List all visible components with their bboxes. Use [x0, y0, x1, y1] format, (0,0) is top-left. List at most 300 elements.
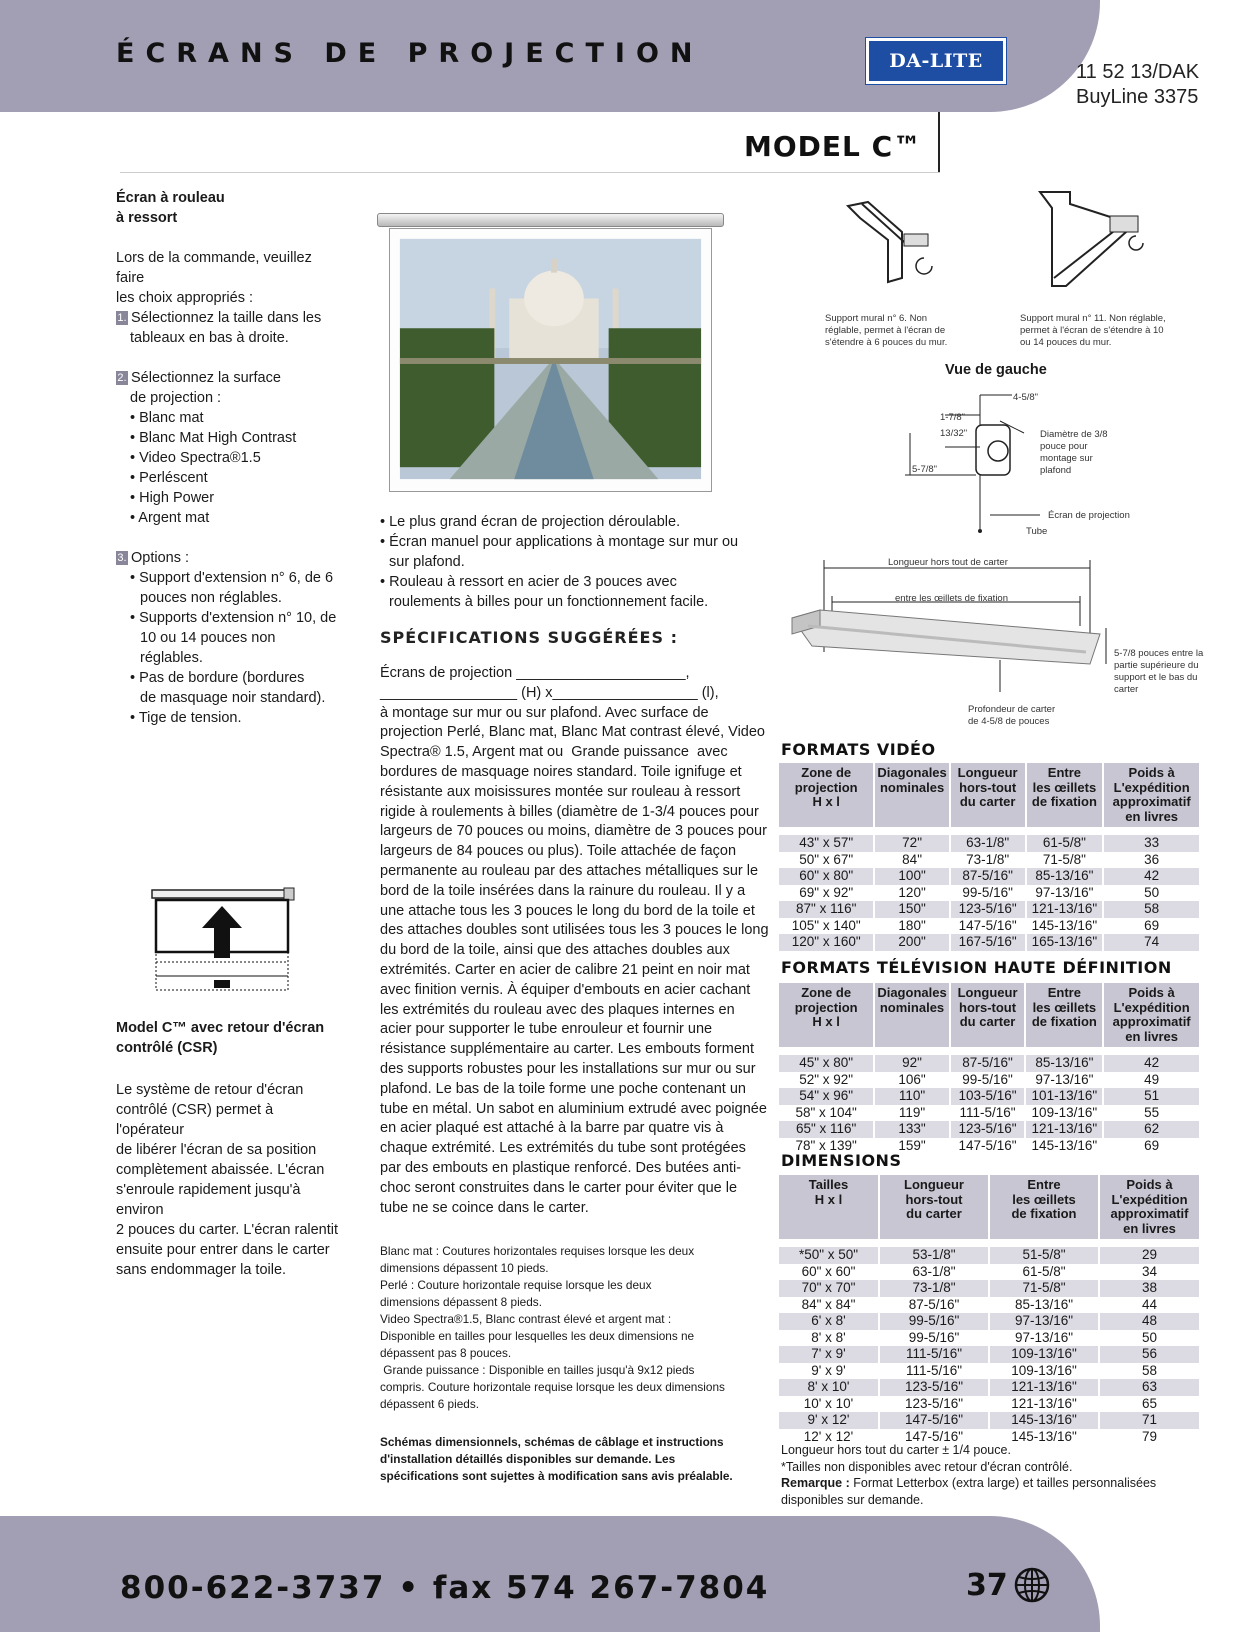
caption-line: Support mural n° 11. Non réglable, — [1020, 313, 1166, 324]
table-cell: 145-13/16" — [989, 1429, 1099, 1446]
header-line: Entre — [1047, 765, 1082, 780]
table-cell: 63-1/8" — [950, 835, 1026, 852]
spacer-cell — [1099, 1239, 1199, 1247]
note-line: Grande puissance : Disponible en tailles jusqu'à 9x12 pieds — [380, 1363, 695, 1377]
header-line: Longueur — [904, 1177, 964, 1192]
table-cell: 103-5/16" — [950, 1088, 1026, 1105]
dim-458: 4-5/8" — [1013, 392, 1039, 403]
dimensions-table — [779, 1175, 1199, 1445]
table-cell: 69" x 92" — [779, 885, 874, 902]
header-line: approximatif — [1112, 794, 1191, 809]
table-cell: 10' x 10' — [779, 1396, 879, 1413]
table-cell: 63 — [1099, 1379, 1199, 1396]
table-cell: 123-5/16" — [879, 1396, 989, 1413]
table-cell: 60" x 60" — [779, 1264, 879, 1281]
table-cell: 45" x 80" — [779, 1055, 874, 1072]
header-line: de fixation — [1031, 1014, 1097, 1029]
table-cell: 97-13/16" — [1026, 885, 1104, 902]
footnote-line: disponibles sur demande. — [781, 1492, 924, 1507]
table-cell: 50" x 67" — [779, 852, 874, 869]
diam-line: pouce pour — [1040, 441, 1088, 452]
spec-line: résistante aux moisissures montée sur rouleau à ressort — [380, 783, 741, 800]
model-underline — [120, 172, 940, 173]
table-cell: 121-13/16" — [989, 1379, 1099, 1396]
table-cell: 85-13/16" — [1026, 868, 1104, 885]
side-view-diagram — [900, 385, 1060, 535]
spacer-cell — [879, 1239, 989, 1247]
table-cell: 121-13/16" — [989, 1396, 1099, 1413]
table-cell: 123-5/16" — [950, 901, 1026, 918]
header-line: H x l — [814, 1191, 843, 1207]
hdtv-table-title: FORMATS TÉLÉVISION HAUTE DÉFINITION — [781, 958, 1172, 977]
left-intro — [116, 248, 342, 308]
header-line: les œillets — [1032, 779, 1097, 795]
option-item-cont: de masquage noir standard). — [140, 690, 326, 706]
spec-line: Spectra® 1.5, Argent mat ou Grande puissance avec — [380, 744, 728, 761]
feature-bullet: • Le plus grand écran de projection déroulable. — [380, 514, 681, 530]
header-line: Longueur — [957, 985, 1018, 1000]
depth-line: de 4-5/8 de pouces — [968, 716, 1050, 727]
surface-item: • Blanc Mat High Contrast — [130, 430, 297, 446]
header-line: Zone de — [801, 765, 852, 780]
screen-case — [377, 213, 724, 227]
table-cell: 56 — [1099, 1346, 1199, 1363]
dim-578: 5-7/8" — [912, 464, 938, 475]
table-cell: 49 — [1103, 1072, 1199, 1089]
table-cell: 79 — [1099, 1429, 1199, 1446]
table-cell: 63-1/8" — [879, 1264, 989, 1281]
column-header — [1099, 1175, 1199, 1239]
table-cell: 147-5/16" — [879, 1412, 989, 1429]
diam-line: plafond — [1040, 465, 1072, 476]
note-line: Perlé : Couture horizontale requise lorsque les deux — [380, 1278, 652, 1292]
table-cell: 180" — [874, 918, 949, 935]
feature-bullet: roulements à billes pour un fonctionnement facile. — [389, 594, 709, 610]
table-cell: 147-5/16" — [879, 1429, 989, 1446]
table-cell: 85-13/16" — [1025, 1055, 1103, 1072]
table-cell: 111-5/16" — [879, 1363, 989, 1380]
table-cell: 200" — [874, 934, 949, 951]
spec-line: Écrans de projection _____________________, — [380, 665, 690, 681]
height-note-line: partie supérieure du — [1114, 660, 1199, 671]
spec-line: chaque extrémité. Les extrémités du tube sont protégées — [380, 1140, 746, 1157]
table-cell: 50 — [1103, 885, 1199, 902]
table-cell: 50 — [1099, 1330, 1199, 1347]
step1-line1: Sélectionnez la taille dans les — [131, 310, 322, 326]
step2-line2: de projection : — [130, 390, 222, 406]
feature-bullet: sur plafond. — [389, 554, 465, 570]
table-cell: 120" — [874, 885, 949, 902]
video-formats-table — [779, 763, 1199, 951]
footnote-line: *Tailles non disponibles avec retour d'écran contrôlé. — [781, 1459, 1073, 1474]
table-cell: 58 — [1099, 1363, 1199, 1380]
table-cell: 159" — [874, 1138, 949, 1155]
table-cell: 7' x 9' — [779, 1346, 879, 1363]
header-line: projection — [794, 999, 858, 1015]
step3-line1: Options : — [131, 550, 190, 566]
header-line: Poids à — [1128, 985, 1175, 1000]
table-cell: 42 — [1103, 868, 1199, 885]
header-line: Longueur — [957, 765, 1018, 780]
table-cell: 44 — [1099, 1297, 1199, 1314]
table-cell: 60" x 80" — [779, 868, 874, 885]
spec-body — [380, 664, 769, 1218]
diam-line: Diamètre de 3/8 — [1040, 429, 1108, 440]
table-cell: 87" x 116" — [779, 901, 874, 918]
surface-item: • Perléscent — [130, 470, 208, 486]
header-line: approximatif — [1112, 1014, 1191, 1029]
table-cell: 109-13/16" — [989, 1346, 1099, 1363]
table-cell: 12' x 12' — [779, 1429, 879, 1446]
column-header — [1103, 763, 1199, 827]
table-cell: 121-13/16" — [1026, 901, 1104, 918]
table-cell: 9' x 9' — [779, 1363, 879, 1380]
column-header — [879, 1175, 989, 1239]
bracket-11-drawing — [1030, 186, 1148, 298]
table-cell: 99-5/16" — [879, 1330, 989, 1347]
table-cell: 84" x 84" — [779, 1297, 879, 1314]
spec-line: tube en métal. Un sabot en aluminium extrudé avec poignée — [380, 1100, 767, 1117]
table-cell: 36 — [1103, 852, 1199, 869]
header-line: Diagonales — [877, 765, 947, 780]
remark-label: Remarque : — [781, 1476, 850, 1490]
depth-line: Profondeur de carter — [968, 704, 1056, 715]
header-line: de fixation — [1031, 794, 1097, 809]
dim-178: 1-7/8" — [940, 412, 966, 423]
table-cell: 120" x 160" — [779, 934, 874, 951]
spacer-cell — [1103, 1047, 1199, 1055]
bracket6-caption — [825, 313, 947, 349]
availability-note — [380, 1434, 750, 1485]
table-cell: 54" x 96" — [779, 1088, 874, 1105]
table-spacer — [779, 827, 1199, 835]
option-item: • Supports d'extension n° 10, de — [130, 610, 337, 626]
header-line: Zone de — [801, 985, 852, 1000]
table-row — [779, 1297, 1199, 1314]
intro-line2: les choix appropriés : — [116, 290, 254, 306]
height-note-line: support et le bas du — [1114, 672, 1198, 683]
column-header — [874, 983, 949, 1047]
table-cell: 51-5/8" — [989, 1247, 1099, 1264]
header-line: hors-tout — [905, 1191, 963, 1207]
spec-line: à montage sur mur ou sur plafond. Avec surface de — [380, 704, 709, 721]
table-cell: 92" — [874, 1055, 949, 1072]
remark-text: Format Letterbox (extra large) et tailles personnalisées — [849, 1476, 1157, 1490]
header-line: Poids à — [1126, 1177, 1173, 1192]
note-line: Disponible en tailles pour lesquelles les deux dimensions ne — [380, 1329, 695, 1343]
spec-line: bord de la toile insérées dans la rainure du rouleau. Il y a — [380, 882, 746, 899]
table-cell: 97-13/16" — [1025, 1072, 1103, 1089]
table-row — [779, 868, 1199, 885]
dalite-logo — [866, 38, 1006, 84]
header-line: nominales — [879, 999, 945, 1015]
table-row — [779, 1055, 1199, 1072]
header-line: les œillets — [1012, 1191, 1076, 1207]
table-cell: 61-5/8" — [1026, 835, 1104, 852]
table-cell: 70" x 70" — [779, 1280, 879, 1297]
option-item: • Support d'extension n° 6, de 6 — [130, 570, 334, 586]
header-line: hors-tout — [959, 999, 1017, 1015]
header-line: L'expédition — [1111, 1191, 1188, 1207]
spacer-cell — [874, 1047, 949, 1055]
eyelets-label: entre les œillets de fixation — [895, 593, 1008, 604]
footnote-line: Longueur hors tout du carter ± 1/4 pouce. — [781, 1443, 1011, 1457]
side-view-title: Vue de gauche — [945, 362, 1047, 378]
header-line: hors-tout — [959, 779, 1017, 795]
table-cell: 100" — [874, 868, 949, 885]
table-cell: 72" — [874, 835, 949, 852]
note-line: Video Spectra®1.5, Blanc contrast élevé et argent mat : — [380, 1312, 672, 1326]
table-cell: 145-13/16" — [1026, 918, 1104, 935]
table-cell: 111-5/16" — [950, 1105, 1026, 1122]
table-row — [779, 934, 1199, 951]
table-cell: 43" x 57" — [779, 835, 874, 852]
table-cell: 84" — [874, 852, 949, 869]
step1 — [116, 308, 342, 348]
table-cell: 51 — [1103, 1088, 1199, 1105]
buyline-code: BuyLine 3375 — [1076, 86, 1199, 108]
csr-heading-line1: Model C™ avec retour d'écran — [116, 1020, 325, 1036]
spec-line: en acier plaqué est attaché à la barre par quatre vis à — [380, 1120, 724, 1137]
table-cell: 109-13/16" — [1025, 1105, 1103, 1122]
case-length-label: Longueur hors tout de carter — [888, 557, 1008, 568]
csr-line: s'enroule rapidement jusqu'à environ — [116, 1182, 301, 1218]
table-cell: 71-5/8" — [989, 1280, 1099, 1297]
surface-item: • Video Spectra®1.5 — [130, 450, 261, 466]
table-cell: 9' x 12' — [779, 1412, 879, 1429]
spacer-cell — [989, 1239, 1099, 1247]
step3-number: 3. — [117, 552, 127, 564]
table-header-row — [779, 983, 1199, 1047]
table-cell: 97-13/16" — [989, 1313, 1099, 1330]
column-header — [779, 983, 874, 1047]
csr-line: Le système de retour d'écran — [116, 1082, 304, 1098]
table-cell: 150" — [874, 901, 949, 918]
feature-bullets — [380, 512, 750, 612]
csr-line: contrôlé (CSR) permet à l'opérateur — [116, 1102, 274, 1138]
table-cell: 62 — [1103, 1121, 1199, 1138]
diameter-label — [1040, 429, 1108, 477]
height-note-line: 5-7/8 pouces entre la — [1114, 648, 1204, 659]
table-row — [779, 1088, 1199, 1105]
spec-line: des attaches doubles sont utilisées tous les 3 pouces le long — [380, 922, 769, 939]
surface-notes — [380, 1243, 750, 1413]
header-line: les œillets — [1032, 999, 1097, 1015]
option-item: • Pas de bordure (bordures — [130, 670, 305, 686]
table-cell: 85-13/16" — [989, 1297, 1099, 1314]
table-cell: 97-13/16" — [989, 1330, 1099, 1347]
table-row — [779, 1330, 1199, 1347]
table-cell: 99-5/16" — [879, 1313, 989, 1330]
table-cell: 61-5/8" — [989, 1264, 1099, 1281]
column-header — [874, 763, 949, 827]
table-cell: 109-13/16" — [989, 1363, 1099, 1380]
header-line: H x l — [812, 1014, 840, 1029]
table-cell: 38 — [1099, 1280, 1199, 1297]
table-row — [779, 1280, 1199, 1297]
table-spacer — [779, 1239, 1199, 1247]
header-line: de fixation — [1011, 1206, 1077, 1221]
screen-photo — [377, 213, 724, 497]
table-cell: 58" x 104" — [779, 1105, 874, 1122]
column-header — [779, 1175, 879, 1239]
table-cell: 105" x 140" — [779, 918, 874, 935]
spec-line: rigide à roulements à billes (diamètre de 1-3/4 pouces pour — [380, 803, 759, 820]
csr-line: complètement abaissée. L'écran — [116, 1162, 325, 1178]
step2-line1: Sélectionnez la surface — [131, 370, 281, 386]
table-cell: 74 — [1103, 934, 1199, 951]
header-line: projection — [794, 779, 858, 795]
note-line: Blanc mat : Coutures horizontales requises lorsque les deux — [380, 1244, 695, 1258]
column-header — [989, 1175, 1099, 1239]
intro-line1: Lors de la commande, veuillez faire — [116, 250, 312, 286]
table-cell: 53-1/8" — [879, 1247, 989, 1264]
spec-line: tube ne se coince dans le carter. — [380, 1199, 589, 1216]
feature-bullet: • Rouleau à ressort en acier de 3 pouces avec — [380, 574, 677, 590]
table-cell: 6' x 8' — [779, 1313, 879, 1330]
header-line: Tailles — [808, 1177, 849, 1192]
note-line: dépassent pas 8 pouces. — [380, 1346, 512, 1360]
column-header — [1103, 983, 1199, 1047]
table-cell: 99-5/16" — [950, 1072, 1026, 1089]
spec-line: avec finition vernis. À équiper d'embouts en acier cachant — [380, 981, 751, 998]
spec-line: permanente au rouleau par des attaches métalliques sur le — [380, 862, 759, 879]
table-cell: 119" — [874, 1105, 949, 1122]
table-cell: 65" x 116" — [779, 1121, 874, 1138]
table-row — [779, 835, 1199, 852]
caption-line: s'étendre à 6 pouces du mur. — [825, 337, 948, 348]
table-row — [779, 1346, 1199, 1363]
table-cell: 34 — [1099, 1264, 1199, 1281]
option-item-cont: pouces non réglables. — [140, 590, 282, 606]
table-row — [779, 1072, 1199, 1089]
table-row — [779, 852, 1199, 869]
surface-item: • High Power — [130, 490, 215, 506]
phone-fax: 800-622-3737 • fax 574 267-7804 — [120, 1570, 770, 1606]
note-bold-line: spécifications sont sujettes à modification sans avis préalable. — [380, 1469, 733, 1483]
catalog-codes — [1076, 60, 1199, 110]
spacer-cell — [1026, 827, 1104, 835]
table-header-row — [779, 1175, 1199, 1239]
table-spacer — [779, 1047, 1199, 1055]
header-line: nominales — [879, 779, 945, 795]
header-line: du carter — [906, 1206, 962, 1221]
left-heading-line1: Écran à rouleau — [116, 190, 225, 206]
video-table-title: FORMATS VIDÉO — [781, 740, 936, 759]
table-cell: 110" — [874, 1088, 949, 1105]
depth-label — [968, 704, 1055, 728]
table-cell: 87-5/16" — [950, 868, 1026, 885]
screen-label: Écran de projection — [1048, 510, 1130, 521]
table-cell: 42 — [1103, 1055, 1199, 1072]
csr-line: 2 pouces du carter. L'écran ralentit — [116, 1222, 339, 1238]
spec-line: projection Perlé, Blanc mat, Blanc Mat contrast élevé, Video — [380, 724, 765, 741]
column-header — [779, 763, 874, 827]
spacer-cell — [779, 827, 874, 835]
spec-line: plafond. Le bas de la toile forme une poche contenant un — [380, 1080, 746, 1097]
step1-line2: tableaux en bas à droite. — [130, 330, 289, 346]
table-cell: 147-5/16" — [950, 918, 1026, 935]
spec-line: largeurs de 84 pouces ou plus). Toile attachée de façon — [380, 843, 737, 860]
table-cell: 99-5/16" — [950, 885, 1026, 902]
header-line: L'expédition — [1113, 779, 1190, 795]
table-footnotes — [781, 1442, 1201, 1508]
surface-item: • Argent mat — [130, 510, 210, 526]
note-line: dépassent 6 pieds. — [380, 1397, 480, 1411]
table-cell: 87-5/16" — [950, 1055, 1026, 1072]
table-cell: 106" — [874, 1072, 949, 1089]
page-title: ÉCRANS DE PROJECTION — [116, 38, 704, 69]
note-line: compris. Couture horizontale requise lorsque les deux dimensions — [380, 1380, 725, 1394]
table-cell: 121-13/16" — [1025, 1121, 1103, 1138]
feature-bullet: • Écran manuel pour applications à montage sur mur ou — [380, 534, 739, 550]
height-note-line: carter — [1114, 684, 1139, 695]
spec-line: résistance supplémentaire au carter. Les embouts forment — [380, 1041, 754, 1058]
table-header-row — [779, 763, 1199, 827]
header-line: du carter — [959, 1014, 1016, 1029]
step1-number: 1. — [117, 312, 127, 324]
column-header — [1025, 983, 1103, 1047]
caption-line: permet à l'écran de s'étendre à 10 — [1020, 325, 1164, 336]
left-heading — [116, 188, 342, 228]
table-row — [779, 1105, 1199, 1122]
bracket-6-drawing — [838, 196, 938, 296]
spec-line: les extrémités du rouleau avec des plaques internes en — [380, 1001, 735, 1018]
spec-line: acier pour supporter le tube enrouleur et fournir une — [380, 1021, 713, 1038]
csr-diagram — [150, 884, 298, 996]
note-line: dimensions dépassent 8 pieds. — [380, 1295, 542, 1309]
header-line: en livres — [1125, 1028, 1179, 1044]
tube-label: Tube — [1026, 526, 1048, 537]
caption-line: ou 14 pouces du mur. — [1020, 337, 1112, 348]
dim-table-title: DIMENSIONS — [781, 1151, 902, 1170]
globe-icon — [1013, 1566, 1051, 1604]
diam-line: montage sur — [1040, 453, 1093, 464]
spec-heading: SPÉCIFICATIONS SUGGÉRÉES : — [380, 628, 678, 647]
table-row — [779, 885, 1199, 902]
table-cell: 145-13/16" — [1025, 1138, 1103, 1155]
case-diagram — [790, 552, 1110, 710]
table-row — [779, 918, 1199, 935]
table-cell: 147-5/16" — [950, 1138, 1026, 1155]
table-cell: 52" x 92" — [779, 1072, 874, 1089]
table-cell: 87-5/16" — [879, 1297, 989, 1314]
spacer-cell — [1103, 827, 1199, 835]
header-line: Diagonales — [877, 985, 947, 1000]
taj-mahal-image — [389, 228, 712, 492]
dim-1332: 13/32" — [940, 428, 968, 439]
column-header — [950, 983, 1026, 1047]
table-cell: 33 — [1103, 835, 1199, 852]
table-cell: 69 — [1103, 918, 1199, 935]
table-cell: 73-1/8" — [950, 852, 1026, 869]
spec-line: par des embouts en plastique renforcé. Des butées anti- — [380, 1159, 742, 1176]
spec-line: une attache tous les 3 pouces le long du bord de la toile et — [380, 902, 755, 919]
spacer-cell — [779, 1047, 874, 1055]
model-title: MODEL C™ — [744, 130, 923, 163]
table-row — [779, 1264, 1199, 1281]
table-cell: 71-5/8" — [1026, 852, 1104, 869]
header-line: Entre — [1047, 985, 1081, 1000]
step2 — [116, 368, 342, 528]
csr-line: de libérer l'écran de sa position — [116, 1142, 317, 1158]
table-cell: 48 — [1099, 1313, 1199, 1330]
bracket11-caption — [1020, 313, 1166, 349]
note-bold-line: d'installation détaillés disponibles sur demande. Les — [380, 1452, 676, 1466]
table-cell: 133" — [874, 1121, 949, 1138]
table-cell: 73-1/8" — [879, 1280, 989, 1297]
step2-number: 2. — [117, 372, 127, 384]
